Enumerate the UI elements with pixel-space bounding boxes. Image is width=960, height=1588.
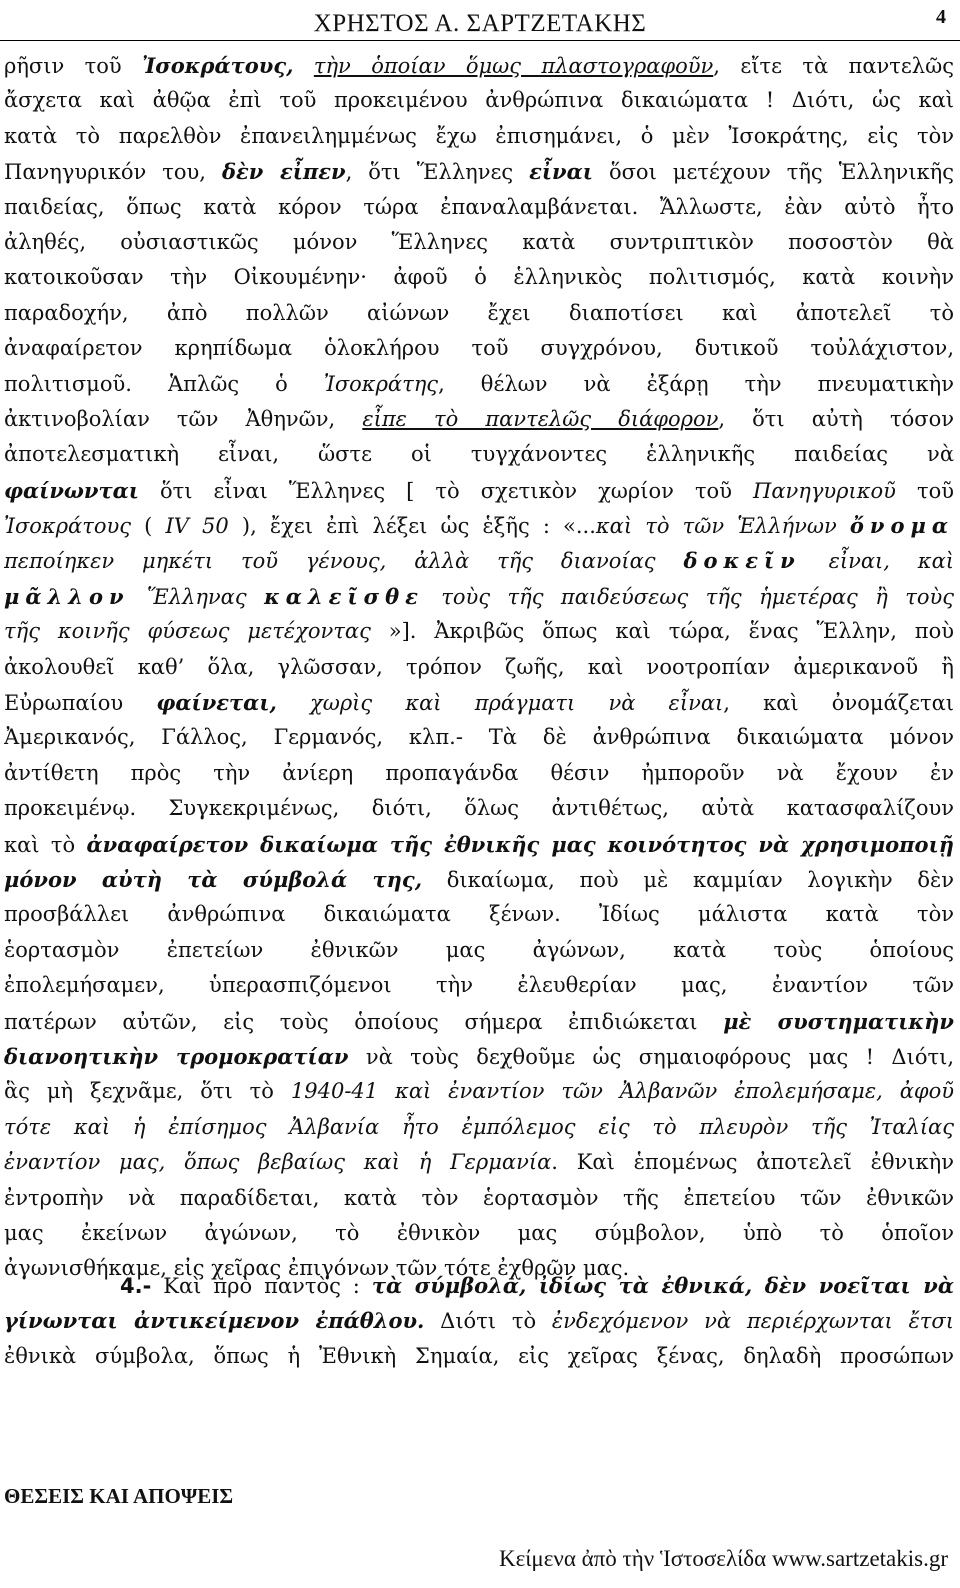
body-text: [4, 48, 954, 1287]
text-run: ἀναφαίρετον δικαίωμα τῆς ἐθνικῆς μας κοινότητος νὰ χρησιμοποιῇ: [86, 831, 954, 857]
text-run: τῆς κοινῆς φύσεως μετέχοντας: [4, 619, 371, 644]
text-run: τοῦ: [895, 478, 954, 503]
text-line: [4, 83, 954, 118]
section-number: 4.-: [120, 1274, 152, 1298]
text-line: [4, 862, 954, 897]
text-line: [4, 402, 954, 437]
text-run: Πανηγυρικοῦ: [753, 478, 896, 503]
text-run: ), ἔχει ἐπὶ λέξει ὡς ἑξῆς : «...: [228, 514, 596, 539]
text-run: ἄσχετα καὶ ἀθῷα ἐπὶ τοῦ προκειμένου ἀνθρώπινα δικαιώματα ! Διότι, ὡς καὶ: [4, 88, 954, 113]
text-run: μόνον αὐτὴ τὰ σύμβολά της,: [4, 866, 423, 892]
text-run: προσβάλλει ἀνθρώπινα δικαιώματα ξένων. Ἰδίως μάλιστα κατὰ τὸν: [4, 902, 954, 927]
text-run: μας ἐκείνων ἀγώνων, τὸ ἐθνικὸν μας σύμβολον, ὑπὸ τὸ ὁποῖον: [4, 1220, 954, 1245]
text-run: πεποίηκεν μηκέτι τοῦ γένους, ἀλλὰ τῆς διανοίας: [4, 549, 684, 574]
text-run: , καὶ ὀνομάζεται: [723, 691, 954, 716]
text-line: [4, 720, 954, 755]
text-run: εἶναι: [529, 159, 593, 185]
text-line: [4, 1181, 954, 1216]
text-run: ἐναντίον μας, ὅπως βεβαίως καὶ ἡ Γερμανία: [4, 1150, 552, 1175]
text-run: ἀγωνισθήκαμε, εἰς χεῖρας ἐπιγόνων τῶν τότε ἐχθρῶν μας.: [4, 1256, 630, 1281]
text-line: [4, 260, 954, 295]
text-run: κατὰ τὸ παρελθὸν ἐπανειλημμένως ἔχω ἐπισημάνει, ὁ μὲν Ἰσοκράτης, εἰς τὸν: [4, 123, 954, 148]
text-line: [4, 508, 954, 543]
text-run: [293, 54, 313, 78]
text-run: μὲ συστηματικὴν: [723, 1008, 954, 1034]
text-run: παραδοχήν, ἀπὸ πολλῶν αἰώνων ἔχει διαποτίσει καὶ ἀποτελεῖ τὸ: [4, 300, 954, 325]
text-run: πολιτισμοῦ. Ἁπλῶς ὁ: [4, 371, 324, 396]
text-run: Ἀμερικανός, Γάλλος, Γερμανός, κλπ.- Τὰ δὲ ἀνθρώπινα δικαιώματα μόνον: [4, 725, 954, 750]
text-line: [4, 579, 954, 614]
text-line: [4, 933, 954, 968]
text-run: , ὅτι αὐτὴ τόσον: [718, 406, 954, 431]
text-run: μᾶλλον: [4, 583, 130, 609]
text-run: ὅτι εἶναι Ἕλληνες [ τὸ σχετικὸν χωρίον τοῦ: [138, 478, 754, 503]
text-line: [4, 154, 954, 189]
text-run: ἀκολουθεῖ καθ’ ὅλα, γλῶσσαν, τρόπον ζωῆς, καὶ νοοτροπίαν ἀμερικανοῦ ἢ: [4, 654, 954, 679]
text-run: καὶ τὸ: [4, 832, 87, 857]
text-run: τοὺς τῆς παιδεύσεως τῆς ἡμετέρας ἢ τοὺς: [423, 584, 954, 609]
text-run: ἀποτελεσματικὴ εἶναι, ὥστε οἱ τυγχάνοντες ἑλληνικῆς παιδείας νὰ: [4, 442, 954, 467]
text-line: [4, 791, 954, 826]
text-line: [4, 48, 954, 83]
text-line: [4, 685, 954, 720]
text-run: τότε καὶ ἡ ἐπίσημος Ἀλβανία ἦτο ἐμπόλεμος εἰς τὸ πλευρὸν τῆς Ἰταλίας: [4, 1114, 954, 1139]
text-run: Ἰσοκράτους,: [142, 53, 294, 78]
text-run: εἶπε τὸ παντελῶς διάφορον: [362, 406, 719, 431]
text-line: [4, 1303, 954, 1338]
text-run: ἀντίθετη πρὸς τὴν ἀνίερη προπαγάνδα θέσιν ἠμποροῦν νὰ ἔχουν ἐν: [4, 760, 954, 785]
text-run: καὶ τὸ τῶν Ἑλλήνων: [595, 514, 850, 539]
footer-source: Κείμενα ἀπὸ τὴν Ἱστοσελίδα www.sartzetakis.gr: [498, 1546, 948, 1571]
text-run: δοκεῖν: [683, 548, 801, 574]
text-run: Ἕλληνας: [129, 584, 265, 609]
text-line: [4, 1268, 954, 1303]
text-run: παιδείας, ὅπως κατὰ κόρον τώρα ἐπαναλαμβάνεται. Ἄλλωστε, ἐὰν αὐτὸ ἦτο: [4, 194, 954, 219]
text-run: χωρὶς καὶ πράγματι νὰ εἶναι: [309, 691, 724, 716]
text-run: ρῆσιν τοῦ: [4, 54, 143, 78]
text-line: [4, 473, 954, 508]
text-line: [4, 614, 954, 649]
text-run: κατοικοῦσαν τὴν Οἰκουμένην· ἀφοῦ ὁ ἑλληνικὸς πολιτισμός, κατὰ κοινὴν: [4, 265, 954, 290]
text-line: [4, 650, 954, 685]
text-line: [4, 437, 954, 472]
text-line: [4, 827, 954, 862]
text-line: [4, 190, 954, 225]
footer-series-title: ΘΕΣΕΙΣ ΚΑΙ ΑΠΟΨΕΙΣ: [4, 1484, 234, 1508]
text-line: [4, 1110, 954, 1145]
text-line: [4, 968, 954, 1003]
text-line: [4, 225, 954, 260]
text-line: [4, 1039, 954, 1074]
text-line: [4, 1216, 954, 1251]
text-run: ἀναφαίρετον κρηπίδωμα ὁλοκλήρου τοῦ συγχρόνου, δυτικοῦ τοὐλάχιστον,: [4, 336, 954, 361]
page-number: 4: [936, 6, 946, 28]
text-run: πατέρων αὐτῶν, εἰς τοὺς ὁποίους σήμερα ἐπιδιώκεται: [4, 1009, 724, 1034]
text-run: IV 50: [165, 514, 229, 539]
text-run: προκειμένῳ. Συγκεκριμένως, διότι, ὅλως ἀντιθέτως, αὐτὰ κατασφαλίζουν: [4, 796, 954, 821]
text-line: [4, 756, 954, 791]
text-run: Καὶ πρὸ παντὸς :: [151, 1274, 372, 1298]
text-line: [4, 897, 954, 932]
text-run: τὴν ὁποίαν ὅμως πλαστογραφοῦν: [313, 54, 714, 78]
text-run: 1940-41 καὶ ἐναντίον τῶν Ἀλβανῶν ἐπολεμήσαμε, ἀφοῦ: [290, 1079, 954, 1104]
text-run: ἐντροπὴν νὰ παραδίδεται, κατὰ τὸν ἑορτασμὸν τῆς ἐπετείου τῶν ἐθνικῶν: [4, 1185, 954, 1210]
text-run: ὅσοι μετέχουν τῆς Ἑλληνικῆς: [592, 160, 954, 185]
text-run: τὰ σύμβολα, ἰδίως τὰ ἐθνικά, δὲν νοεῖται νὰ: [371, 1273, 954, 1298]
text-run: φαίνεται,: [156, 690, 277, 716]
text-run: γίνωνται ἀντικείμενον ἐπάθλου.: [4, 1308, 425, 1334]
text-run: ἐθνικὰ σύμβολα, ὅπως ἡ Ἐθνικὴ Σημαία, εἰς χεῖρας ξένας, δηλαδὴ προσώπων: [4, 1343, 954, 1368]
text-run: ἐπολεμήσαμεν, ὑπερασπιζόμενοι τὴν ἐλευθερίαν μας, ἐναντίον τῶν: [4, 973, 954, 998]
text-run: ἑορτασμὸν ἐπετείων ἐθνικῶν μας ἀγώνων, κατὰ τοὺς ὁποίους: [4, 937, 954, 962]
text-run: Ἰσοκράτους: [4, 514, 132, 539]
text-run: φαίνωνται: [4, 477, 139, 503]
text-line: [4, 119, 954, 154]
text-run: διανοητικὴν τρομοκρατίαν: [4, 1043, 349, 1069]
page-header: [0, 6, 960, 41]
text-run: . Καὶ ἑπομένως ἀποτελεῖ ἐθνικὴν: [551, 1150, 954, 1175]
text-run: καλεῖσθε: [264, 583, 424, 609]
text-run: »]. Ἀκριβῶς ὅπως καὶ τώρα, ἕνας Ἕλλην, ποὺ: [370, 619, 954, 644]
text-line: [4, 1339, 954, 1374]
header-title: ΧΡΗΣΤΟΣ Α. ΣΑΡΤΖΕΤΑΚΗΣ: [313, 10, 647, 37]
text-line: [4, 1004, 954, 1039]
text-run: ἃς μὴ ξεχνᾶμε, ὅτι τὸ: [4, 1079, 291, 1104]
text-run: νὰ τοὺς δεχθοῦμε ὡς σημαιοφόρους μας ! Διότι,: [348, 1044, 954, 1069]
text-run: Εὐρωπαίου: [4, 691, 157, 716]
text-line: [4, 296, 954, 331]
text-run: [277, 691, 310, 715]
text-line: [4, 331, 954, 366]
text-run: , ὅτι Ἕλληνες: [345, 160, 530, 185]
text-run: ὄνομα: [849, 513, 954, 539]
text-line: [4, 543, 954, 578]
text-run: Πανηγυρικόν του,: [4, 160, 222, 185]
text-run: δικαίωμα, ποὺ μὲ καμμίαν λογικὴν δὲν: [422, 867, 954, 892]
text-run: , εἴτε τὰ παντελῶς: [713, 54, 954, 78]
text-run: εἶναι, καὶ: [800, 549, 954, 574]
text-line: [4, 1074, 954, 1109]
text-line: [4, 1145, 954, 1180]
text-run: (: [131, 514, 166, 539]
text-run: ἀκτινοβολίαν τῶν Ἀθηνῶν,: [4, 406, 363, 431]
text-run: δὲν εἶπεν: [221, 159, 346, 185]
text-run: Διότι τὸ: [424, 1309, 552, 1334]
section-4: [4, 1268, 954, 1374]
text-run: ἀληθές, οὐσιαστικῶς μόνον Ἕλληνες κατὰ συντριπτικὸν ποσοστὸν θὰ: [4, 229, 954, 254]
text-line: [4, 367, 954, 402]
text-run: , θέλων νὰ ἐξάρῃ τὴν πνευματικὴν: [438, 371, 954, 396]
text-run: Ἰσοκράτης: [323, 371, 439, 396]
text-run: ἐνδεχόμενον νὰ περιέρχωνται ἔτσι: [551, 1309, 954, 1334]
